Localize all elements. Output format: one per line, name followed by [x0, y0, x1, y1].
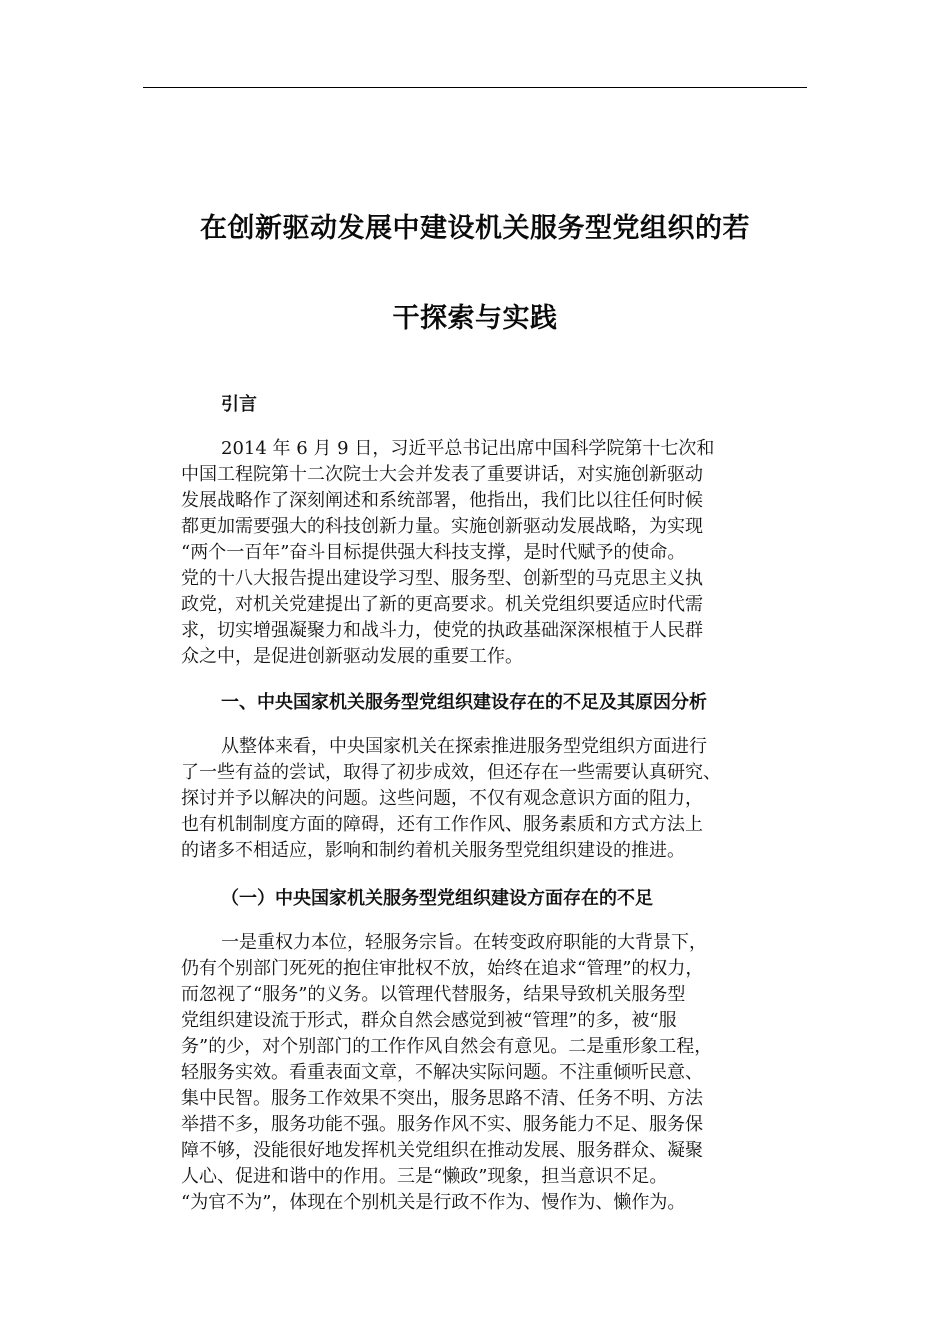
paragraph-line: 党的十八大报告提出建设学习型、服务型、创新型的马克思主义执	[181, 568, 703, 589]
paragraph-line: 2014 年 6 月 9 日，习近平总书记出席中国科学院第十七次和	[221, 438, 715, 459]
paragraph-line: 举措不多，服务功能不强。服务作风不实、服务能力不足、服务保	[181, 1114, 703, 1135]
paragraph-line: 都更加需要强大的科技创新力量。实施创新驱动发展战略，为实现	[181, 516, 703, 537]
paragraph-line: “两个一百年”奋斗目标提供强大科技支撑，是时代赋予的使命。	[181, 542, 686, 563]
paragraph-line: 集中民智。服务工作效果不突出，服务思路不清、任务不明、方法	[181, 1088, 703, 1109]
paragraph-line: 的诸多不相适应，影响和制约着机关服务型党组织建设的推进。	[181, 840, 685, 861]
paragraph-line: 党组织建设流于形式，群众自然会感觉到被“管理”的多，被“服	[181, 1010, 677, 1031]
paragraph-line: 发展战略作了深刻阐述和系统部署，他指出，我们比以往任何时候	[181, 490, 703, 511]
paragraph-line: 而忽视了“服务”的义务。以管理代替服务，结果导致机关服务型	[181, 984, 686, 1005]
paragraph-line: 仍有个别部门死死的抱住审批权不放，始终在追求“管理”的权力，	[181, 958, 704, 979]
paragraph-line: 探讨并予以解决的问题。这些问题，不仅有观念意识方面的阻力，	[181, 788, 703, 809]
paragraph-line: 众之中，是促进创新驱动发展的重要工作。	[181, 646, 523, 667]
paragraph-line: 轻服务实效。看重表面文章，不解决实际问题。不注重倾听民意、	[181, 1062, 703, 1083]
document-title-line-2: 干探索与实践	[392, 303, 558, 334]
section-one-heading: 一、中央国家机关服务型党组织建设存在的不足及其原因分析	[221, 692, 707, 713]
paragraph-line: 求，切实增强凝聚力和战斗力，使党的执政基础深深根植于人民群	[181, 620, 703, 641]
paragraph-line: 中国工程院第十二次院士大会并发表了重要讲话，对实施创新驱动	[181, 464, 703, 485]
intro-paragraph	[181, 436, 781, 670]
intro-heading: 引言	[221, 394, 257, 415]
paragraph-line: 务”的少，对个别部门的工作作风自然会有意见。二是重形象工程，	[181, 1036, 713, 1057]
subsection-one-paragraph	[181, 930, 781, 1216]
paragraph-line: “为官不为”，体现在个别机关是行政不作为、慢作为、懒作为。	[181, 1192, 686, 1213]
paragraph-line: 也有机制制度方面的障碍，还有工作作风、服务素质和方式方法上	[181, 814, 703, 835]
paragraph-line: 了一些有益的尝试，取得了初步成效，但还存在一些需要认真研究、	[181, 762, 721, 783]
paragraph-line: 人心、促进和谐中的作用。三是“懒政”现象，担当意识不足。	[181, 1166, 668, 1187]
paragraph-line: 从整体来看，中央国家机关在探索推进服务型党组织方面进行	[221, 736, 707, 757]
paragraph-line: 障不够，没能很好地发挥机关党组织在推动发展、服务群众、凝聚	[181, 1140, 703, 1161]
subsection-one-heading: （一）中央国家机关服务型党组织建设方面存在的不足	[221, 888, 653, 909]
paragraph-line: 政党，对机关党建提出了新的更高要求。机关党组织要适应时代需	[181, 594, 703, 615]
section-one-paragraph	[181, 734, 781, 864]
document-title-line-1: 在创新驱动发展中建设机关服务型党组织的若	[200, 213, 750, 244]
paragraph-line: 一是重权力本位，轻服务宗旨。在转变政府职能的大背景下，	[221, 932, 707, 953]
header-rule	[143, 87, 807, 88]
